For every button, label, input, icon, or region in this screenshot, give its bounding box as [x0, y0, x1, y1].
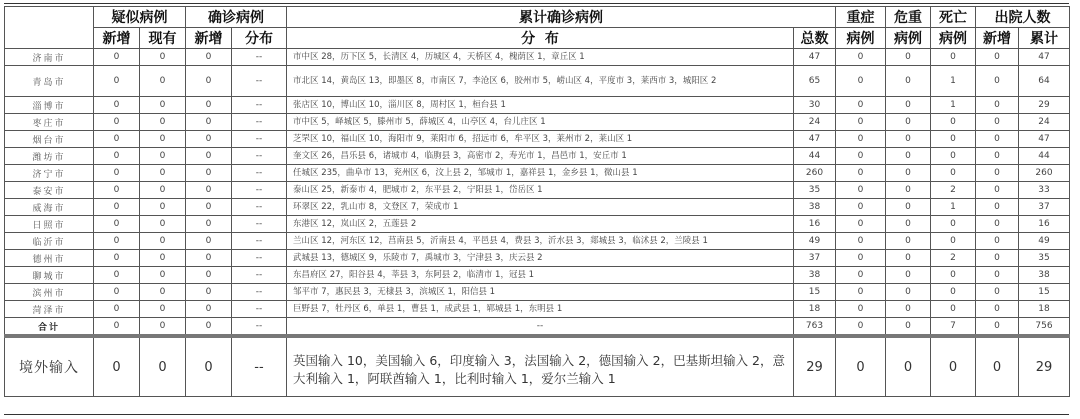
- cell-critical-cases: 0: [886, 182, 931, 199]
- cell-confirmed-distribution: --: [232, 97, 287, 114]
- cell-discharged-total: 47: [1019, 131, 1070, 148]
- cell-discharged-new: 0: [976, 318, 1019, 337]
- cell-suspected-current: 0: [140, 267, 186, 284]
- cell-suspected-new: 0: [94, 233, 140, 250]
- cell-confirmed-distribution: --: [232, 267, 287, 284]
- cell-city-name: 济南市: [5, 49, 94, 66]
- cell-cumulative-distribution: 任城区 235，曲阜市 13，兖州区 6，汶上县 2，邹城市 1，嘉祥县 1，金乡县 1，微山县 1: [287, 165, 794, 182]
- cell-critical-cases: 0: [886, 165, 931, 182]
- cell-critical-cases: 0: [886, 199, 931, 216]
- cell-cumulative-distribution: 市北区 14，黄岛区 13，即墨区 8，市南区 7，李沧区 6，胶州市 5，崂山区 4，平度市 3，莱西市 3，城阳区 2: [287, 66, 794, 97]
- table-row: [5, 182, 1070, 199]
- cell-critical-cases: 0: [886, 148, 931, 165]
- cell-severe-cases: 0: [836, 114, 886, 131]
- cell-discharged-new: 0: [976, 182, 1019, 199]
- cell-discharged-total: 16: [1019, 216, 1070, 233]
- cell-discharged-total: 260: [1019, 165, 1070, 182]
- cell-severe-cases: 0: [836, 131, 886, 148]
- cell-cumulative-total: 65: [794, 66, 836, 97]
- cell-confirmed-new: 0: [186, 97, 232, 114]
- header-critical-bottom: 病例: [886, 28, 931, 49]
- cell-suspected-new: 0: [94, 267, 140, 284]
- cell-severe-cases: 0: [836, 148, 886, 165]
- cell-confirmed-distribution: --: [232, 250, 287, 267]
- cell-suspected-new: 0: [94, 66, 140, 97]
- cell-death-cases: 1: [931, 199, 976, 216]
- cell-suspected-current: 0: [140, 148, 186, 165]
- cell-suspected-new: 0: [94, 318, 140, 337]
- cell-discharged-total: 47: [1019, 49, 1070, 66]
- cell-death-cases: 0: [931, 267, 976, 284]
- header-severe-bottom: 病例: [836, 28, 886, 49]
- table-row: [5, 97, 1070, 114]
- cell-cumulative-total: 35: [794, 182, 836, 199]
- header-suspected: 疑似病例: [94, 7, 186, 28]
- cell-critical-cases: 0: [886, 336, 931, 397]
- cell-discharged-total: 29: [1019, 97, 1070, 114]
- cell-suspected-new: 0: [94, 97, 140, 114]
- cell-critical-cases: 0: [886, 284, 931, 301]
- cell-cumulative-total: 47: [794, 49, 836, 66]
- header-city-blank: [5, 7, 94, 49]
- cell-death-cases: 0: [931, 165, 976, 182]
- cell-cumulative-total: 49: [794, 233, 836, 250]
- cell-discharged-new: 0: [976, 165, 1019, 182]
- cell-city-name: 德州市: [5, 250, 94, 267]
- cell-confirmed-distribution: --: [232, 114, 287, 131]
- header-confirmed: 确诊病例: [186, 7, 287, 28]
- table-row: [5, 284, 1070, 301]
- cell-confirmed-new: 0: [186, 216, 232, 233]
- cell-severe-cases: 0: [836, 182, 886, 199]
- cell-suspected-current: 0: [140, 66, 186, 97]
- cell-suspected-new: 0: [94, 131, 140, 148]
- cell-confirmed-distribution: --: [232, 49, 287, 66]
- header-severe-top: 重症: [836, 7, 886, 28]
- cell-death-cases: 2: [931, 182, 976, 199]
- cell-discharged-total: 64: [1019, 66, 1070, 97]
- cell-death-cases: 2: [931, 250, 976, 267]
- cell-discharged-total: 756: [1019, 318, 1070, 337]
- table-row: [5, 199, 1070, 216]
- cell-suspected-current: 0: [140, 250, 186, 267]
- cell-suspected-current: 0: [140, 97, 186, 114]
- cell-cumulative-distribution: 泰山区 25，新泰市 4，肥城市 2，东平县 2，宁阳县 1，岱岳区 1: [287, 182, 794, 199]
- cell-critical-cases: 0: [886, 114, 931, 131]
- header-cumulative: 累计确诊病例: [287, 7, 836, 28]
- cell-confirmed-new: 0: [186, 267, 232, 284]
- cell-suspected-current: 0: [140, 114, 186, 131]
- header-discharged-new: 新增: [976, 28, 1019, 49]
- cell-city-name: 烟台市: [5, 131, 94, 148]
- cell-discharged-new: 0: [976, 284, 1019, 301]
- table-header: [5, 7, 1070, 49]
- cell-discharged-total: 44: [1019, 148, 1070, 165]
- cell-cumulative-total: 37: [794, 250, 836, 267]
- total-row: [5, 318, 1070, 337]
- cell-cumulative-distribution: 奎文区 26，昌乐县 6，诸城市 4，临朐县 3，高密市 2，寿光市 1，昌邑市 1，安丘市 1: [287, 148, 794, 165]
- cell-cumulative-distribution: 英国输入 10，美国输入 6，印度输入 3，法国输入 2，德国输入 2，巴基斯坦输入 2，意大利输入 1，阿联酋输入 1，比利时输入 1，爱尔兰输入 1: [287, 336, 794, 397]
- cell-suspected-new: 0: [94, 336, 140, 397]
- header-cumulative-total: 总数: [794, 28, 836, 49]
- cell-critical-cases: 0: [886, 301, 931, 318]
- cell-confirmed-new: 0: [186, 66, 232, 97]
- cell-discharged-new: 0: [976, 336, 1019, 397]
- cell-discharged-total: 49: [1019, 233, 1070, 250]
- cell-confirmed-new: 0: [186, 114, 232, 131]
- cell-confirmed-new: 0: [186, 199, 232, 216]
- cell-confirmed-new: 0: [186, 250, 232, 267]
- cell-death-cases: 0: [931, 301, 976, 318]
- cell-suspected-new: 0: [94, 284, 140, 301]
- cell-discharged-new: 0: [976, 49, 1019, 66]
- cell-discharged-new: 0: [976, 97, 1019, 114]
- cell-cumulative-total: 38: [794, 267, 836, 284]
- header-critical-top: 危重: [886, 7, 931, 28]
- cell-critical-cases: 0: [886, 267, 931, 284]
- cell-cumulative-distribution: 张店区 10，博山区 10，淄川区 8，周村区 1，桓台县 1: [287, 97, 794, 114]
- cell-city-name: 日照市: [5, 216, 94, 233]
- table-row: [5, 233, 1070, 250]
- cell-cumulative-distribution: 邹平市 7，惠民县 3，无棣县 3，滨城区 1，阳信县 1: [287, 284, 794, 301]
- cell-confirmed-distribution: --: [232, 284, 287, 301]
- cell-cumulative-distribution: 芝罘区 10，福山区 10，海阳市 9，莱阳市 6，招远市 6，牟平区 3，莱州市 2，莱山区 1: [287, 131, 794, 148]
- cell-confirmed-new: 0: [186, 318, 232, 337]
- cell-discharged-total: 35: [1019, 250, 1070, 267]
- cell-confirmed-new: 0: [186, 233, 232, 250]
- cell-cumulative-distribution: 市中区 5，峄城区 5，滕州市 5，薛城区 4，山亭区 4，台儿庄区 1: [287, 114, 794, 131]
- cell-death-cases: 0: [931, 114, 976, 131]
- cell-city-name: 青岛市: [5, 66, 94, 97]
- cell-severe-cases: 0: [836, 216, 886, 233]
- table-row: [5, 250, 1070, 267]
- table-bottom-rule: [4, 414, 1069, 415]
- cell-death-cases: 0: [931, 131, 976, 148]
- cell-suspected-current: 0: [140, 216, 186, 233]
- cell-confirmed-new: 0: [186, 336, 232, 397]
- cell-discharged-total: 15: [1019, 284, 1070, 301]
- cell-suspected-current: 0: [140, 284, 186, 301]
- cell-city-name: 合计: [5, 318, 94, 337]
- cell-severe-cases: 0: [836, 267, 886, 284]
- cell-confirmed-distribution: --: [232, 148, 287, 165]
- cell-city-name: 聊城市: [5, 267, 94, 284]
- cell-discharged-new: 0: [976, 233, 1019, 250]
- cell-city-name: 威海市: [5, 199, 94, 216]
- cell-discharged-total: 37: [1019, 199, 1070, 216]
- cell-confirmed-new: 0: [186, 148, 232, 165]
- cell-critical-cases: 0: [886, 49, 931, 66]
- table-body: [5, 49, 1070, 397]
- cell-city-name: 淄博市: [5, 97, 94, 114]
- cell-critical-cases: 0: [886, 233, 931, 250]
- cell-suspected-current: 0: [140, 301, 186, 318]
- cell-cumulative-distribution: --: [287, 318, 794, 337]
- cell-confirmed-new: 0: [186, 182, 232, 199]
- cell-suspected-current: 0: [140, 199, 186, 216]
- cell-cumulative-distribution: 兰山区 12，河东区 12，莒南县 5，沂南县 4，平邑县 4，费县 3，沂水县 3，郯城县 3，临沭县 2，兰陵县 1: [287, 233, 794, 250]
- table-row: [5, 267, 1070, 284]
- cell-discharged-new: 0: [976, 216, 1019, 233]
- table-row: [5, 131, 1070, 148]
- cell-cumulative-total: 30: [794, 97, 836, 114]
- cell-cumulative-total: 15: [794, 284, 836, 301]
- cell-cumulative-distribution: 市中区 28，历下区 5，长清区 4，历城区 4，天桥区 4，槐荫区 1，章丘区 1: [287, 49, 794, 66]
- cell-suspected-new: 0: [94, 182, 140, 199]
- table-row: [5, 66, 1070, 97]
- cell-cumulative-distribution: 武城县 13，德城区 9，乐陵市 7，禹城市 3，宁津县 3，庆云县 2: [287, 250, 794, 267]
- cell-severe-cases: 0: [836, 49, 886, 66]
- cell-critical-cases: 0: [886, 318, 931, 337]
- table-row: [5, 301, 1070, 318]
- table-row: [5, 114, 1070, 131]
- table-row: [5, 165, 1070, 182]
- cell-discharged-new: 0: [976, 131, 1019, 148]
- cell-discharged-new: 0: [976, 114, 1019, 131]
- cell-suspected-current: 0: [140, 165, 186, 182]
- cell-discharged-new: 0: [976, 267, 1019, 284]
- cell-cumulative-total: 260: [794, 165, 836, 182]
- cell-confirmed-distribution: --: [232, 336, 287, 397]
- cell-discharged-new: 0: [976, 148, 1019, 165]
- cell-discharged-total: 33: [1019, 182, 1070, 199]
- cell-suspected-current: 0: [140, 336, 186, 397]
- header-confirmed-distribution: 分布: [232, 28, 287, 49]
- table-row: [5, 49, 1070, 66]
- cell-confirmed-new: 0: [186, 284, 232, 301]
- cell-confirmed-distribution: --: [232, 318, 287, 337]
- cell-confirmed-distribution: --: [232, 165, 287, 182]
- cell-severe-cases: 0: [836, 97, 886, 114]
- cell-critical-cases: 0: [886, 97, 931, 114]
- cell-discharged-new: 0: [976, 199, 1019, 216]
- header-discharged: 出院人数: [976, 7, 1070, 28]
- cell-confirmed-distribution: --: [232, 182, 287, 199]
- cell-cumulative-distribution: 巨野县 7，牡丹区 6，单县 1，曹县 1，成武县 1，郓城县 1，东明县 1: [287, 301, 794, 318]
- cell-discharged-new: 0: [976, 250, 1019, 267]
- cell-death-cases: 0: [931, 49, 976, 66]
- cell-city-name: 滨州市: [5, 284, 94, 301]
- cell-city-name: 菏泽市: [5, 301, 94, 318]
- cell-suspected-new: 0: [94, 114, 140, 131]
- cell-death-cases: 1: [931, 66, 976, 97]
- cell-cumulative-total: 24: [794, 114, 836, 131]
- cell-suspected-new: 0: [94, 199, 140, 216]
- cell-severe-cases: 0: [836, 165, 886, 182]
- table-top-rule: [4, 3, 1069, 4]
- cell-severe-cases: 0: [836, 250, 886, 267]
- cell-confirmed-distribution: --: [232, 216, 287, 233]
- header-suspected-new: 新增: [94, 28, 140, 49]
- cell-discharged-new: 0: [976, 301, 1019, 318]
- cell-city-name: 济宁市: [5, 165, 94, 182]
- cell-cumulative-distribution: 东港区 12，岚山区 2，五莲县 2: [287, 216, 794, 233]
- cell-cumulative-distribution: 环翠区 22，乳山市 8，文登区 7，荣成市 1: [287, 199, 794, 216]
- cell-critical-cases: 0: [886, 250, 931, 267]
- cell-confirmed-distribution: --: [232, 233, 287, 250]
- cell-cumulative-total: 44: [794, 148, 836, 165]
- cell-critical-cases: 0: [886, 131, 931, 148]
- header-confirmed-new: 新增: [186, 28, 232, 49]
- table-row: [5, 148, 1070, 165]
- cell-discharged-total: 24: [1019, 114, 1070, 131]
- cell-severe-cases: 0: [836, 301, 886, 318]
- cell-confirmed-distribution: --: [232, 199, 287, 216]
- header-discharged-total: 累计: [1019, 28, 1070, 49]
- cell-severe-cases: 0: [836, 233, 886, 250]
- cell-discharged-total: 38: [1019, 267, 1070, 284]
- header-death-top: 死亡: [931, 7, 976, 28]
- cell-severe-cases: 0: [836, 284, 886, 301]
- cell-city-name: 泰安市: [5, 182, 94, 199]
- cell-death-cases: 0: [931, 233, 976, 250]
- imported-row: [5, 336, 1070, 397]
- cell-confirmed-distribution: --: [232, 131, 287, 148]
- cell-cumulative-total: 29: [794, 336, 836, 397]
- cell-suspected-current: 0: [140, 131, 186, 148]
- cell-confirmed-distribution: --: [232, 301, 287, 318]
- cell-city-name: 潍坊市: [5, 148, 94, 165]
- cell-cumulative-total: 47: [794, 131, 836, 148]
- cell-death-cases: 0: [931, 216, 976, 233]
- cell-confirmed-new: 0: [186, 165, 232, 182]
- cell-severe-cases: 0: [836, 318, 886, 337]
- cell-cumulative-distribution: 东昌府区 27，阳谷县 4，莘县 3，东阿县 2，临清市 1，冠县 1: [287, 267, 794, 284]
- covid-statistics-table: [4, 6, 1070, 397]
- cell-city-name: 境外输入: [5, 336, 94, 397]
- cell-death-cases: 1: [931, 97, 976, 114]
- cell-discharged-total: 18: [1019, 301, 1070, 318]
- cell-cumulative-total: 16: [794, 216, 836, 233]
- cell-critical-cases: 0: [886, 216, 931, 233]
- cell-suspected-current: 0: [140, 49, 186, 66]
- cell-confirmed-new: 0: [186, 131, 232, 148]
- header-suspected-current: 现有: [140, 28, 186, 49]
- cell-confirmed-distribution: --: [232, 66, 287, 97]
- cell-severe-cases: 0: [836, 336, 886, 397]
- cell-death-cases: 0: [931, 284, 976, 301]
- cell-suspected-current: 0: [140, 182, 186, 199]
- cell-suspected-new: 0: [94, 250, 140, 267]
- cell-critical-cases: 0: [886, 66, 931, 97]
- cell-discharged-total: 29: [1019, 336, 1070, 397]
- cell-suspected-new: 0: [94, 148, 140, 165]
- cell-discharged-new: 0: [976, 66, 1019, 97]
- cell-suspected-new: 0: [94, 165, 140, 182]
- cell-death-cases: 0: [931, 148, 976, 165]
- cell-confirmed-new: 0: [186, 301, 232, 318]
- cell-confirmed-new: 0: [186, 49, 232, 66]
- cell-city-name: 临沂市: [5, 233, 94, 250]
- header-cumulative-distribution: 分 布: [287, 28, 794, 49]
- cell-cumulative-total: 18: [794, 301, 836, 318]
- cell-suspected-new: 0: [94, 49, 140, 66]
- cell-severe-cases: 0: [836, 199, 886, 216]
- table-row: [5, 216, 1070, 233]
- cell-suspected-current: 0: [140, 318, 186, 337]
- cell-death-cases: 0: [931, 336, 976, 397]
- cell-cumulative-total: 763: [794, 318, 836, 337]
- cell-suspected-current: 0: [140, 233, 186, 250]
- cell-death-cases: 7: [931, 318, 976, 337]
- header-death-bottom: 病例: [931, 28, 976, 49]
- cell-suspected-new: 0: [94, 216, 140, 233]
- cell-severe-cases: 0: [836, 66, 886, 97]
- cell-suspected-new: 0: [94, 301, 140, 318]
- cell-cumulative-total: 38: [794, 199, 836, 216]
- cell-city-name: 枣庄市: [5, 114, 94, 131]
